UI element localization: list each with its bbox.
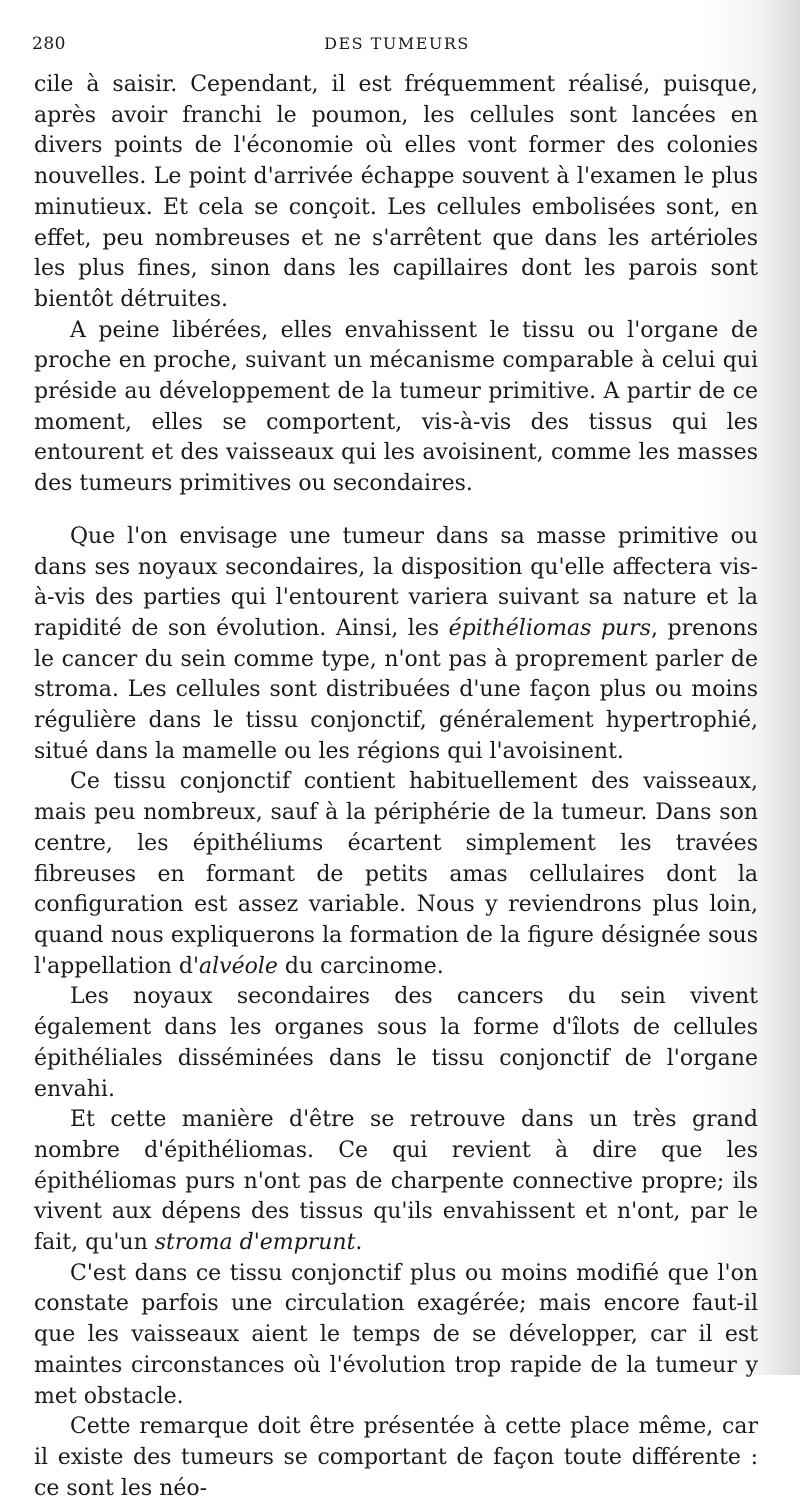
page-header <box>32 34 762 58</box>
paragraph-3 <box>34 522 758 768</box>
paragraph-3-text-b: , prenons le cancer du sein comme type, n'ont pas à proprement parler de stroma. Les cellules sont distribuées d'une façon plus ou moins régulière dans le tissu conjonctif, généralement hypertrophié, situé dans la mamelle ou les régions qui l'avoisinent. <box>34 615 758 764</box>
paragraph-3-text-a: Que l'on envisage une tumeur dans sa masse primitive ou dans ses noyaux secondaires, la disposition qu'elle affectera vis-à-vis des parties qui l'entourent variera suivant sa nature et la rapidité de son évolution. Ainsi, les <box>34 523 758 641</box>
paragraph-6-text-a: Et cette manière d'être se retrouve dans un très grand nombre d'épithéliomas. Ce qui revient à dire que les épithéliomas purs n'ont pas de charpente connective propre; ils vivent aux dépens des tissus qu'ils envahissent et n'ont, par le fait, qu'un <box>34 1107 758 1256</box>
paragraph-8-text: Cette remarque doit être présentée à cette place même, car il existe des tumeurs se comportant de façon toute différente : ce sont les néo- <box>34 1414 758 1501</box>
paragraph-5 <box>34 982 758 1105</box>
paragraph-4-text-b: du carcinome. <box>277 953 444 979</box>
paragraph-6-text-b: . <box>355 1230 363 1256</box>
paragraph-8 <box>34 1412 758 1504</box>
paragraph-4-text-a: Ce tissu conjonctif contient habituellement des vaisseaux, mais peu nombreux, sauf à la périphérie de la tumeur. Dans son centre, les épithéliums écartent simplement les travées fibreuses en formant de petits amas cellulaires dont la configuration est assez variable. Nous y reviendrons plus loin, quand nous expliquerons la formation de la figure désignée sous l'appellation d' <box>34 769 758 979</box>
paragraph-4-italic-term: alvéole <box>199 953 278 979</box>
paragraph-7-text: C'est dans ce tissu conjonctif plus ou moins modifié que l'on constate parfois une circulation exagérée; mais encore faut-il que les vaisseaux aient le temps de se développer, car il est maintes circonstances où l'évolution trop rapide de la tumeur y met obstacle. <box>34 1260 758 1409</box>
paragraph-4 <box>34 767 758 982</box>
paragraph-7 <box>34 1259 758 1413</box>
paragraph-6 <box>34 1105 758 1259</box>
paragraph-1-text: cile à saisir. Cependant, il est fréquemment réalisé, puisque, après avoir franchi le poumon, les cellules sont lancées en divers points de l'économie où elles vont former des colonies nouvelles. Le point d'arrivée échappe souvent à l'examen le plus minutieux. Et cela se conçoit. Les cellules embolisées sont, en effet, peu nombreuses et ne s'arrêtent que dans les artérioles les plus fines, sinon dans les capillaires dont les parois sont bientôt détruites. <box>34 72 758 312</box>
paragraph-6-italic-term: stroma d'emprunt <box>154 1230 356 1256</box>
paragraph-2 <box>34 316 758 500</box>
paragraph-2-text: A peine libérées, elles envahissent le tissu ou l'organe de proche en proche, suivant un mécanisme comparable à celui qui préside au développement de la tumeur primitive. A partir de ce moment, elles se comportent, vis-à-vis des tissus qui les entourent et des vaisseaux qui les avoisinent, comme les masses des tumeurs primitives ou secondaires. <box>34 317 758 497</box>
paragraph-1 <box>34 70 758 316</box>
body-text <box>34 70 758 1504</box>
running-title: DES TUMEURS <box>324 34 470 53</box>
page-number: 280 <box>32 34 66 54</box>
paragraph-3-italic-term: épithéliomas purs <box>448 615 651 641</box>
paragraph-5-text: Les noyaux secondaires des cancers du sein vivent également dans les organes sous la forme d'îlots de cellules épithéliales disséminées dans le tissu conjonctif de l'organe envahi. <box>34 984 758 1102</box>
